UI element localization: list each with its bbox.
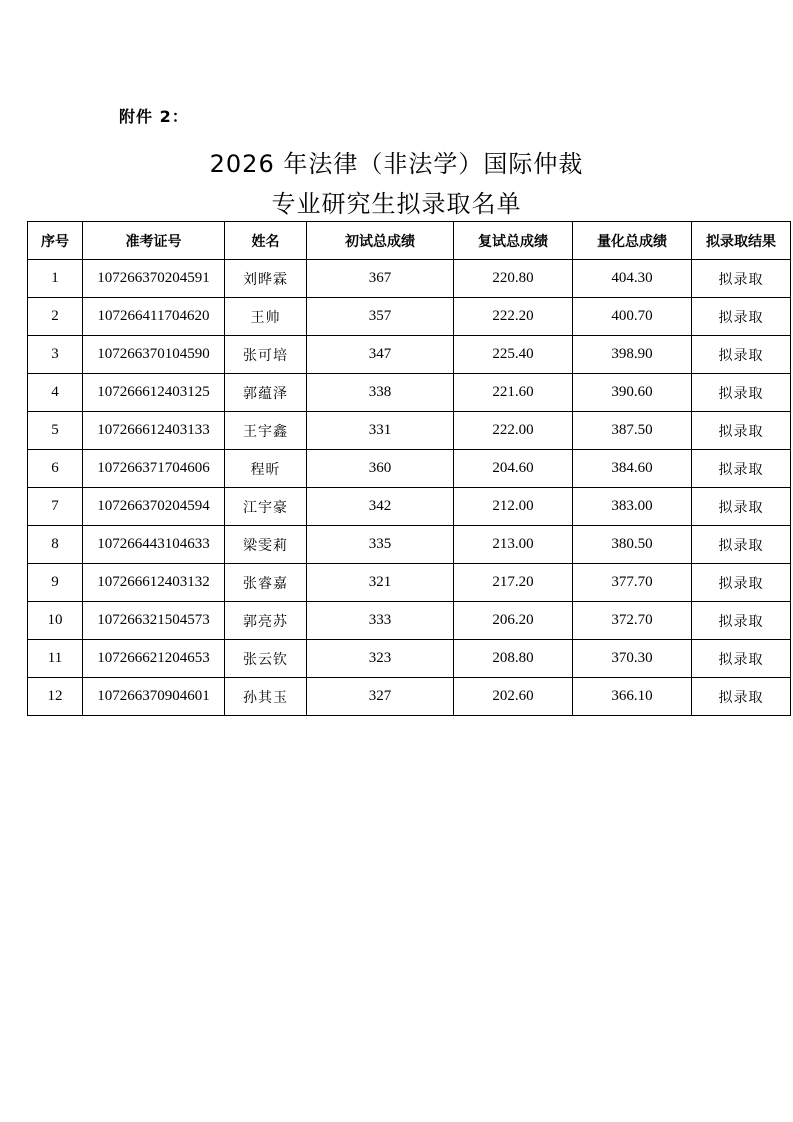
header-exam-id: 准考证号	[83, 222, 225, 260]
cell-seq: 7	[28, 488, 83, 526]
cell-seq: 4	[28, 374, 83, 412]
table-row	[28, 602, 791, 640]
cell-quantified-score: 380.50	[573, 526, 692, 564]
cell-seq: 12	[28, 678, 83, 716]
cell-seq: 1	[28, 260, 83, 298]
cell-name: 郭蕴泽	[225, 374, 307, 412]
cell-retest-score: 217.20	[454, 564, 573, 602]
cell-exam-id: 107266612403133	[83, 412, 225, 450]
cell-exam-id: 107266612403125	[83, 374, 225, 412]
cell-prelim-score: 335	[307, 526, 454, 564]
attachment-label: 附件 2：	[119, 107, 189, 126]
cell-exam-id: 107266321504573	[83, 602, 225, 640]
cell-result: 拟录取	[692, 298, 791, 336]
cell-retest-score: 202.60	[454, 678, 573, 716]
cell-retest-score: 225.40	[454, 336, 573, 374]
table-header-row	[28, 222, 791, 260]
cell-quantified-score: 400.70	[573, 298, 692, 336]
cell-exam-id: 107266411704620	[83, 298, 225, 336]
cell-prelim-score: 347	[307, 336, 454, 374]
header-name: 姓名	[225, 222, 307, 260]
cell-result: 拟录取	[692, 640, 791, 678]
cell-prelim-score: 333	[307, 602, 454, 640]
cell-retest-score: 206.20	[454, 602, 573, 640]
cell-prelim-score: 323	[307, 640, 454, 678]
cell-name: 郭亮苏	[225, 602, 307, 640]
table-row	[28, 526, 791, 564]
table-body	[28, 260, 791, 716]
cell-prelim-score: 338	[307, 374, 454, 412]
cell-result: 拟录取	[692, 602, 791, 640]
cell-seq: 6	[28, 450, 83, 488]
cell-retest-score: 208.80	[454, 640, 573, 678]
cell-quantified-score: 383.00	[573, 488, 692, 526]
cell-name: 王帅	[225, 298, 307, 336]
cell-prelim-score: 331	[307, 412, 454, 450]
cell-quantified-score: 404.30	[573, 260, 692, 298]
cell-result: 拟录取	[692, 564, 791, 602]
table-row	[28, 450, 791, 488]
cell-quantified-score: 390.60	[573, 374, 692, 412]
header-retest-score: 复试总成绩	[454, 222, 573, 260]
admission-list-table	[27, 221, 791, 716]
table-row	[28, 260, 791, 298]
cell-quantified-score: 370.30	[573, 640, 692, 678]
cell-quantified-score: 384.60	[573, 450, 692, 488]
cell-quantified-score: 387.50	[573, 412, 692, 450]
cell-result: 拟录取	[692, 678, 791, 716]
cell-quantified-score: 398.90	[573, 336, 692, 374]
cell-result: 拟录取	[692, 260, 791, 298]
cell-name: 刘晔霖	[225, 260, 307, 298]
cell-exam-id: 107266443104633	[83, 526, 225, 564]
cell-result: 拟录取	[692, 450, 791, 488]
cell-seq: 8	[28, 526, 83, 564]
cell-seq: 9	[28, 564, 83, 602]
cell-seq: 2	[28, 298, 83, 336]
cell-retest-score: 204.60	[454, 450, 573, 488]
table-row	[28, 374, 791, 412]
cell-retest-score: 222.20	[454, 298, 573, 336]
table-row	[28, 678, 791, 716]
cell-name: 孙其玉	[225, 678, 307, 716]
document-title-line-2: 专业研究生拟录取名单	[271, 190, 522, 218]
cell-prelim-score: 321	[307, 564, 454, 602]
cell-retest-score: 213.00	[454, 526, 573, 564]
cell-retest-score: 212.00	[454, 488, 573, 526]
header-quantified-score: 量化总成绩	[573, 222, 692, 260]
cell-exam-id: 107266612403132	[83, 564, 225, 602]
cell-name: 王宇鑫	[225, 412, 307, 450]
cell-result: 拟录取	[692, 526, 791, 564]
cell-prelim-score: 342	[307, 488, 454, 526]
cell-name: 张可培	[225, 336, 307, 374]
header-result: 拟录取结果	[692, 222, 791, 260]
cell-seq: 10	[28, 602, 83, 640]
cell-retest-score: 222.00	[454, 412, 573, 450]
cell-retest-score: 221.60	[454, 374, 573, 412]
table-row	[28, 336, 791, 374]
cell-result: 拟录取	[692, 488, 791, 526]
cell-quantified-score: 377.70	[573, 564, 692, 602]
cell-prelim-score: 367	[307, 260, 454, 298]
document-title-line-1: 2026 年法律（非法学）国际仲裁	[209, 150, 584, 178]
cell-exam-id: 107266370104590	[83, 336, 225, 374]
cell-name: 梁雯莉	[225, 526, 307, 564]
cell-exam-id: 107266370204591	[83, 260, 225, 298]
cell-prelim-score: 360	[307, 450, 454, 488]
header-seq: 序号	[28, 222, 83, 260]
cell-exam-id: 107266370904601	[83, 678, 225, 716]
cell-name: 江宇豪	[225, 488, 307, 526]
cell-exam-id: 107266621204653	[83, 640, 225, 678]
table-row	[28, 564, 791, 602]
cell-seq: 5	[28, 412, 83, 450]
cell-prelim-score: 357	[307, 298, 454, 336]
cell-exam-id: 107266371704606	[83, 450, 225, 488]
cell-exam-id: 107266370204594	[83, 488, 225, 526]
cell-result: 拟录取	[692, 336, 791, 374]
cell-result: 拟录取	[692, 374, 791, 412]
cell-prelim-score: 327	[307, 678, 454, 716]
cell-retest-score: 220.80	[454, 260, 573, 298]
cell-name: 张睿嘉	[225, 564, 307, 602]
cell-seq: 3	[28, 336, 83, 374]
cell-name: 程昕	[225, 450, 307, 488]
table-row	[28, 488, 791, 526]
cell-quantified-score: 372.70	[573, 602, 692, 640]
table-row	[28, 412, 791, 450]
table-row	[28, 298, 791, 336]
cell-result: 拟录取	[692, 412, 791, 450]
cell-quantified-score: 366.10	[573, 678, 692, 716]
table-row	[28, 640, 791, 678]
header-prelim-score: 初试总成绩	[307, 222, 454, 260]
cell-name: 张云钦	[225, 640, 307, 678]
cell-seq: 11	[28, 640, 83, 678]
